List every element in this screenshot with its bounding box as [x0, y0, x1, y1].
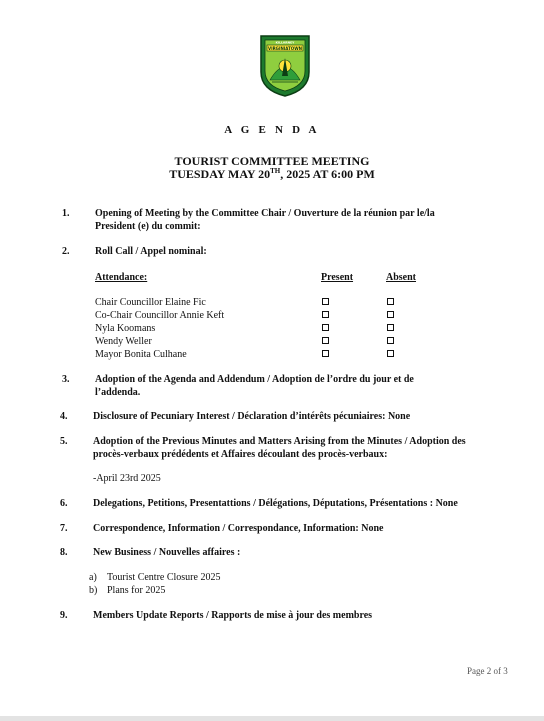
absent-checkbox[interactable] [387, 337, 394, 344]
present-header: Present [321, 272, 354, 283]
present-checkbox[interactable] [322, 298, 329, 305]
item-number: 7. [60, 523, 68, 534]
item-text: New Business / Nouvelles affaires : [93, 547, 241, 558]
attendee-name: Wendy Weller [95, 336, 152, 347]
item-text: Roll Call / Appel nominal: [95, 246, 207, 257]
attendance-header: Attendance: [95, 272, 148, 283]
attendee-name: Mayor Bonita Culhane [95, 349, 187, 360]
present-checkbox[interactable] [322, 350, 329, 357]
absent-checkbox[interactable] [387, 311, 394, 318]
meeting-title: TOURIST COMMITTEE MEETING [174, 154, 370, 168]
absent-checkbox[interactable] [387, 350, 394, 357]
logo-banner-text: VIRGINIATOWN [268, 46, 302, 51]
item-number: 9. [60, 610, 68, 621]
meeting-date-suffix: TH [270, 167, 281, 175]
item-number: 5. [60, 436, 68, 447]
meeting-date-main: TUESDAY MAY 20 [169, 167, 271, 181]
item-text: Opening of Meeting by the Committee Chair / Ouverture de la réunion par le/la [95, 208, 435, 219]
town-crest-logo [258, 32, 312, 98]
sub-item-marker: a) [89, 572, 97, 583]
sub-item-text: Tourist Centre Closure 2025 [107, 572, 221, 583]
item-number: 3. [62, 374, 70, 385]
item-text-cont: procès-verbaux prédédents et Affaires découlant des procès-verbaux: [93, 449, 388, 460]
item-text: Delegations, Petitions, Presentattions / Délégations, Députations, Présentations : None [93, 498, 458, 509]
absent-checkbox[interactable] [387, 298, 394, 305]
item-number: 4. [60, 411, 68, 422]
item-text: Disclosure of Pecuniary Interest / Déclaration d’intérêts pécuniaires: None [93, 411, 411, 422]
item-number: 8. [60, 547, 68, 558]
item-text-cont: President (e) du commit: [95, 221, 201, 232]
logo-top-text: KILLARNEY [275, 40, 295, 45]
attendee-name: Nyla Koomans [95, 323, 156, 334]
item-text: Correspondence, Information / Correspondance, Information: None [93, 523, 384, 534]
present-checkbox[interactable] [322, 324, 329, 331]
absent-checkbox[interactable] [387, 324, 394, 331]
attendee-name: Co-Chair Councillor Annie Keft [95, 310, 225, 321]
item-text: Members Update Reports / Rapports de mise à jour des membres [93, 610, 373, 621]
item-text: Adoption of the Previous Minutes and Matters Arising from the Minutes / Adoption des [93, 436, 466, 447]
present-checkbox[interactable] [322, 337, 329, 344]
item-number: 1. [62, 208, 70, 219]
sub-item-marker: b) [89, 585, 98, 596]
item-text-cont: l’addenda. [95, 387, 141, 398]
absent-header: Absent [386, 272, 417, 283]
attendee-name: Chair Councillor Elaine Fic [95, 297, 206, 308]
page-number: Page 2 of 3 [467, 666, 508, 676]
item-text: Adoption of the Agenda and Addendum / Adoption de l’ordre du jour et de [95, 374, 414, 385]
meeting-date [0, 167, 544, 182]
sub-item-text: Plans for 2025 [107, 585, 166, 596]
item-number: 6. [60, 498, 68, 509]
present-checkbox[interactable] [322, 311, 329, 318]
item-number: 2. [62, 246, 70, 257]
page-bottom-edge [0, 716, 544, 721]
agenda-heading: A G E N D A [224, 124, 320, 136]
meeting-date-time: , 2025 AT 6:00 PM [280, 167, 375, 181]
minutes-date: -April 23rd 2025 [93, 473, 161, 484]
